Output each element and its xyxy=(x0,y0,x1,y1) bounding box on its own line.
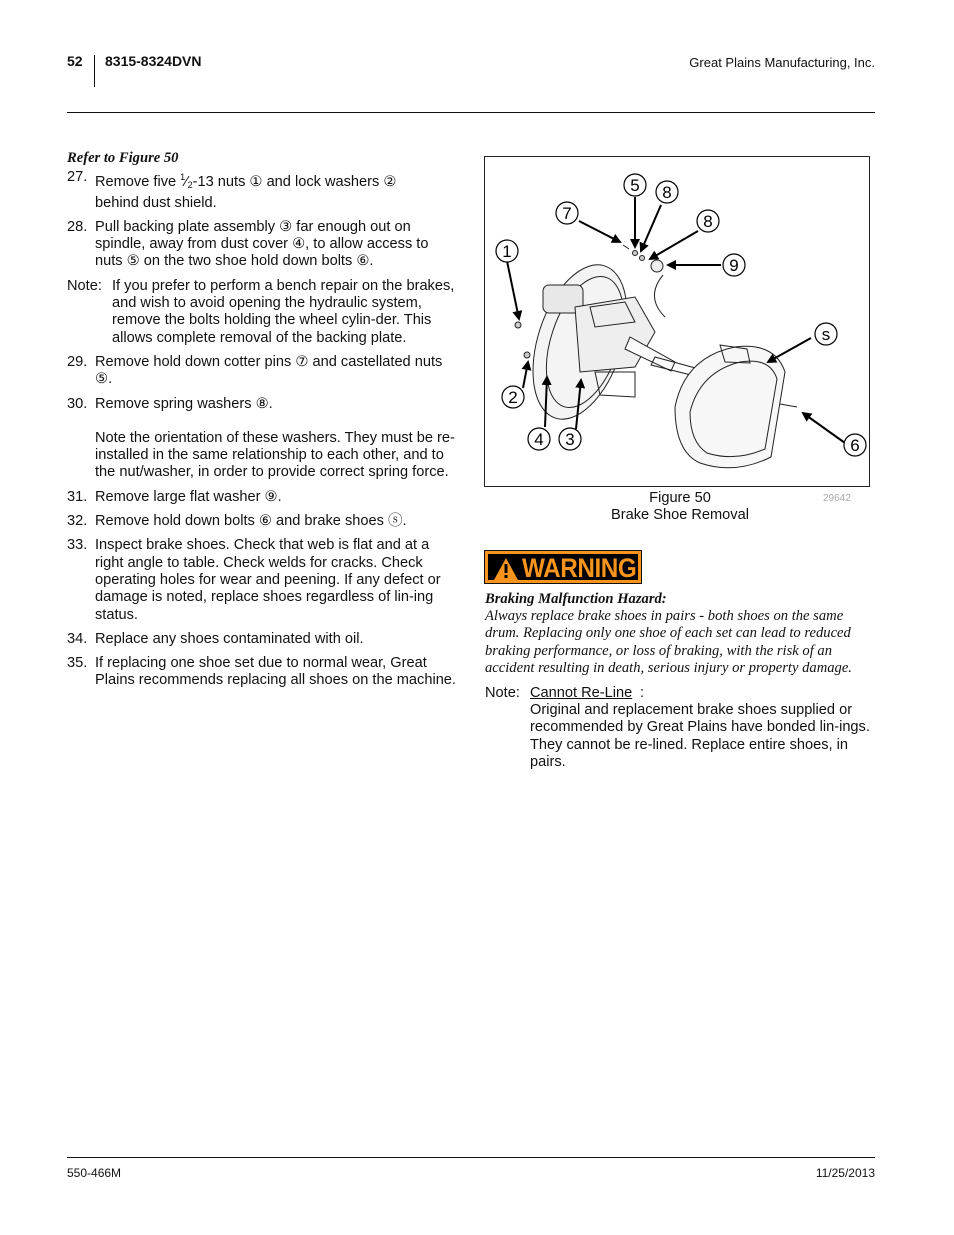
callout-2: 2 xyxy=(508,388,518,407)
step-number: 27. xyxy=(67,169,88,186)
left-column xyxy=(67,150,459,690)
warning-text: WARNING xyxy=(522,553,637,583)
figure-number: Figure 50 xyxy=(649,490,711,506)
step-31 xyxy=(67,489,459,506)
model-number: 8315-8324DVN xyxy=(105,53,202,69)
step-text: Remove spring washers ⑧. xyxy=(95,395,273,412)
step-number: 31. xyxy=(67,488,88,505)
step-text: Remove five xyxy=(95,174,181,191)
hazard-title: Braking Malfunction Hazard: xyxy=(485,591,667,607)
callout-9: 9 xyxy=(729,256,739,275)
step-text: Remove hold down bolts ⑥ and brake shoes ⓢ. xyxy=(95,513,407,530)
step-text: Replace any shoes contaminated with oil. xyxy=(95,630,364,647)
note-label: Note: xyxy=(67,277,102,294)
step-text: Pull backing plate assembly ③ far enough out on spindle, away from dust cover ④, to allow access to nuts ⑤ on the two shoe hold down bolts ⑥. xyxy=(95,218,429,270)
step-27 xyxy=(67,169,459,212)
figure-caption xyxy=(484,490,876,525)
note-text: If you prefer to perform a bench repair on the brakes, and wish to avoid opening the hydraulic system, remove the bolts holding the wheel cylin-der. This allows complete removal of the backing plate. xyxy=(112,277,455,346)
page-number: 52 xyxy=(67,53,83,69)
callout-6: 6 xyxy=(850,436,860,455)
step-35 xyxy=(67,655,459,690)
callout-4: 4 xyxy=(534,430,544,449)
step-note: Note the orientation of these washers. They must be re-installed in the same relationship to each other, and to the nut/washer, in order to provide correct spring force. xyxy=(95,429,455,481)
step-number: 35. xyxy=(67,655,88,672)
figure-title: Brake Shoe Removal xyxy=(611,507,749,524)
document-number: 550-466M xyxy=(67,1166,122,1180)
step-number: 28. xyxy=(67,218,88,235)
callout-1: 1 xyxy=(502,242,512,261)
note-label: Note: xyxy=(485,685,520,701)
step-number: 29. xyxy=(67,353,88,370)
note-bench-repair xyxy=(67,278,459,347)
step-33 xyxy=(67,537,459,623)
step-text: behind dust shield. xyxy=(95,194,217,211)
fraction-numerator: 1 xyxy=(180,172,186,183)
step-text: Remove large flat washer ⑨. xyxy=(95,488,282,505)
document-date: 11/25/2013 xyxy=(815,1166,875,1180)
step-text: If replacing one shoe set due to normal wear, Great Plains recommends replacing all shoes on the machine. xyxy=(95,655,456,689)
fraction-denominator: 2 xyxy=(187,180,193,191)
step-32 xyxy=(67,513,459,530)
company-name: Great Plains Manufacturing, Inc. xyxy=(689,55,875,70)
note-title-text: Cannot Re-Line xyxy=(530,685,633,701)
fraction-separator: ⁄ xyxy=(185,174,188,191)
warning-triangle-icon xyxy=(493,557,519,581)
note-title xyxy=(530,685,632,702)
step-number: 30. xyxy=(67,395,88,412)
callout-s: s xyxy=(821,325,831,344)
callout-5: 5 xyxy=(630,176,640,195)
footer-rule xyxy=(67,1157,875,1158)
step-number: 34. xyxy=(67,630,88,647)
step-number: 32. xyxy=(67,513,88,530)
step-28 xyxy=(67,219,459,271)
step-30 xyxy=(67,396,459,482)
note-text: Original and replacement brake shoes supplied or recommended by Great Plains have bonded lin-ings. They cannot be re-lined. Replace entire shoes, in pairs. xyxy=(530,702,870,770)
callout-8: 8 xyxy=(662,183,672,202)
step-text: -13 nuts ① and lock washers ② xyxy=(192,174,397,191)
figure-reference: Refer to Figure 50 xyxy=(67,150,179,166)
step-34 xyxy=(67,631,459,648)
figure-50-frame xyxy=(484,156,870,487)
step-number: 33. xyxy=(67,537,88,554)
hazard-description: Always replace brake shoes in pairs - both shoes on the same drum. Replacing only one shoe of each set can lead to reduced braking performance, or loss of braking, with the risk of an accident resulting in death, serious injury or property damage. xyxy=(485,608,852,676)
warning-label xyxy=(484,550,642,584)
callout-8b: 8 xyxy=(703,212,713,231)
warning-label-inner xyxy=(488,553,638,583)
brake-assembly-illustration xyxy=(485,157,869,486)
callout-3: 3 xyxy=(565,430,575,449)
step-text: Inspect brake shoes. Check that web is flat and at a right angle to table. Check welds for cracks. Check operating holes for wear and peening. If any defect or damage is noted, replace shoes regardless of lin-ing status. xyxy=(95,537,441,623)
figure-id: 29642 xyxy=(823,493,851,504)
step-text: Remove hold down cotter pins ⑦ and castellated nuts ⑤. xyxy=(95,353,443,388)
note-title-colon: : xyxy=(640,685,645,701)
step-29 xyxy=(67,354,459,389)
callout-7: 7 xyxy=(562,204,572,223)
header-divider xyxy=(94,55,95,87)
header-rule xyxy=(67,112,875,113)
